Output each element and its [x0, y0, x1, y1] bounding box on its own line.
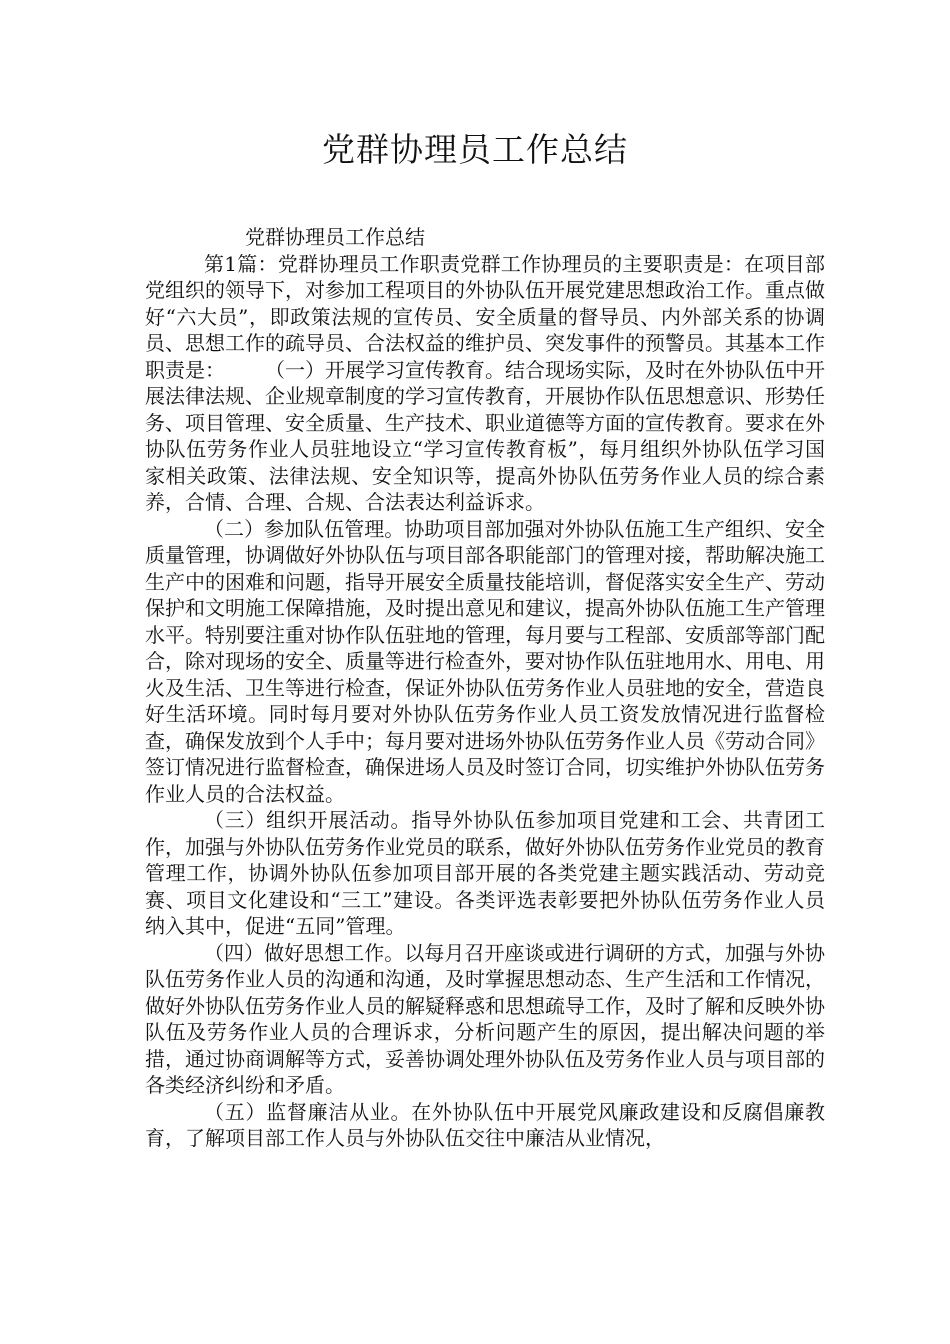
paragraph-1: 第1篇：党群协理员工作职责党群工作协理员的主要职责是：在项目部党组织的领导下，对参加工程项目的外协队伍开展党建思想政治工作。重点做好“六大员”，即政策法规的宣传员、安全质量的督导员、内外部关系的协调员、思想工作的疏导员、合法权益的维护员、突发事件的预警员。其基本工作职责是： （一）开展学习宣传教育。结合现场实际，及时在外协队伍中开展法律法规、企业规章制度的学习宣传教育，开展协作队伍思想意识、形势任务、项目管理、安全质量、生产技术、职业道德等方面的宣传教育。要求在外协队伍劳务作业人员驻地设立“学习宣传教育板”，每月组织外协队伍学习国家相关政策、法律法规、安全知识等，提高外协队伍劳务作业人员的综合素养，合情、合理、合规、合法表达利益诉求。 [145, 251, 825, 514]
paragraph-3: （三）组织开展活动。指导外协队伍参加项目党建和工会、共青团工作，加强与外协队伍劳务作业党员的联系，做好外协队伍劳务作业党员的教育管理工作，协调外协队伍参加项目部开展的各类党建主题实践活动、劳动竞赛、项目文化建设和“三工”建设。各类评选表彰要把外协队伍劳务作业人员纳入其中，促进“五同”管理。 [145, 808, 825, 938]
document-subtitle: 党群协理员工作总结 [245, 225, 425, 249]
paragraph-4: （四）做好思想工作。以每月召开座谈或进行调研的方式，加强与外协队伍劳务作业人员的沟通和沟通，及时掌握思想动态、生产生活和工作情况，做好外协队伍劳务作业人员的解疑释惑和思想疏导工作，及时了解和反映外协队伍及劳务作业人员的合理诉求，分析问题产生的原因，提出解决问题的举措，通过协商调解等方式，妥善协调处理外协队伍及劳务作业人员与项目部的各类经济纠纷和矛盾。 [145, 940, 825, 1097]
paragraph-2: （二）参加队伍管理。协助项目部加强对外协队伍施工生产组织、安全质量管理，协调做好外协队伍与项目部各职能部门的管理对接，帮助解决施工生产中的困难和问题，指导开展安全质量技能培训，督促落实安全生产、劳动保护和文明施工保障措施，及时提出意见和建议，提高外协队伍施工生产管理水平。特别要注重对协作队伍驻地的管理，每月要与工程部、安质部等部门配合，除对现场的安全、质量等进行检查外，要对协作队伍驻地用水、用电、用火及生活、卫生等进行检查，保证外协队伍劳务作业人员驻地的安全，营造良好生活环境。同时每月要对外协队伍劳务作业人员工资发放情况进行监督检查，确保发放到个人手中；每月要对进场外协队伍劳务作业人员《劳动合同》签订情况进行监督检查，确保进场人员及时签订合同，切实维护外协队伍劳务作业人员的合法权益。 [145, 516, 825, 806]
document-body [145, 224, 825, 1152]
document-title: 党群协理员工作总结 [322, 130, 628, 169]
paragraph-5: （五）监督廉洁从业。在外协队伍中开展党风廉政建设和反腐倡廉教育，了解项目部工作人员与外协队伍交往中廉洁从业情况， [145, 1099, 825, 1150]
